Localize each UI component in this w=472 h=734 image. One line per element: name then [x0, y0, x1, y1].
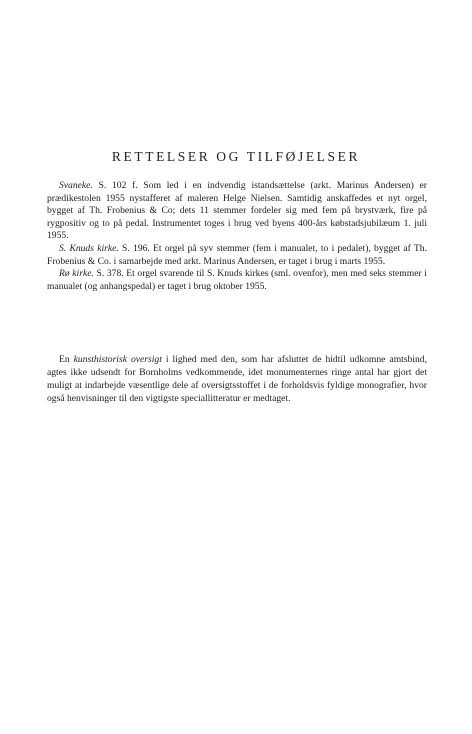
entry-lead: S. Knuds kirke. [59, 242, 119, 254]
note-paragraph [47, 353, 427, 405]
entry-lead: Rø kirke. [59, 268, 94, 280]
entry-text: S. 378. Et orgel svarende til S. Knuds kirkes (sml. ovenfor), men med seks stemmer i manualet (og anhangspedal) er taget i brug oktober 1955. [47, 268, 427, 292]
corrections-section [47, 180, 427, 293]
page-title: RETTELSER OG TILFØJELSER [111, 149, 361, 164]
note-emphasis: kunsthistorisk oversigt [73, 354, 162, 365]
entry-text: S. 102 f. Som led i en indvendig istandsættelse (arkt. Marinus Andersen) er prædikestolen 1955 nystafferet af maleren Helge Nielsen. Samtidig anskaffedes et nyt orgel, bygget af Th. Frobenius & Co; dets 11 stemmer fordeler sig med fem på brystværk, fire på rygpositiv og to på pedal. Instrumentet toges i brug ved byens 400-års købstadsjubilæum 1. juli 1955. [47, 180, 427, 242]
entry-ro-kirke [47, 268, 427, 293]
note-pre: En [59, 354, 74, 365]
entry-lead: Svaneke. [59, 180, 93, 191]
entry-text: S. 196. Et orgel på syv stemmer (fem i manualet, to i pedalet), bygget af Th. Frobenius & Co. i samarbejde med arkt. Marinus Andersen, er taget i brug i marts 1955. [47, 242, 427, 267]
note-section [47, 353, 427, 405]
entry-svaneke [47, 180, 427, 243]
note-post: i lighed med den, som har afsluttet de hidtil udkomne amtsbind, agtes ikke udsendt for Bornholms vedkommende, idet monumenternes ringe antal har gjort det muligt at indarbejde væsentlige dele af oversigtsstoffet i de forholdsvis fyldige monografier, hvor også henvisninger til den vigtigste speciallitteratur er medtaget. [47, 354, 428, 405]
entry-s-knuds-kirke [47, 243, 427, 268]
